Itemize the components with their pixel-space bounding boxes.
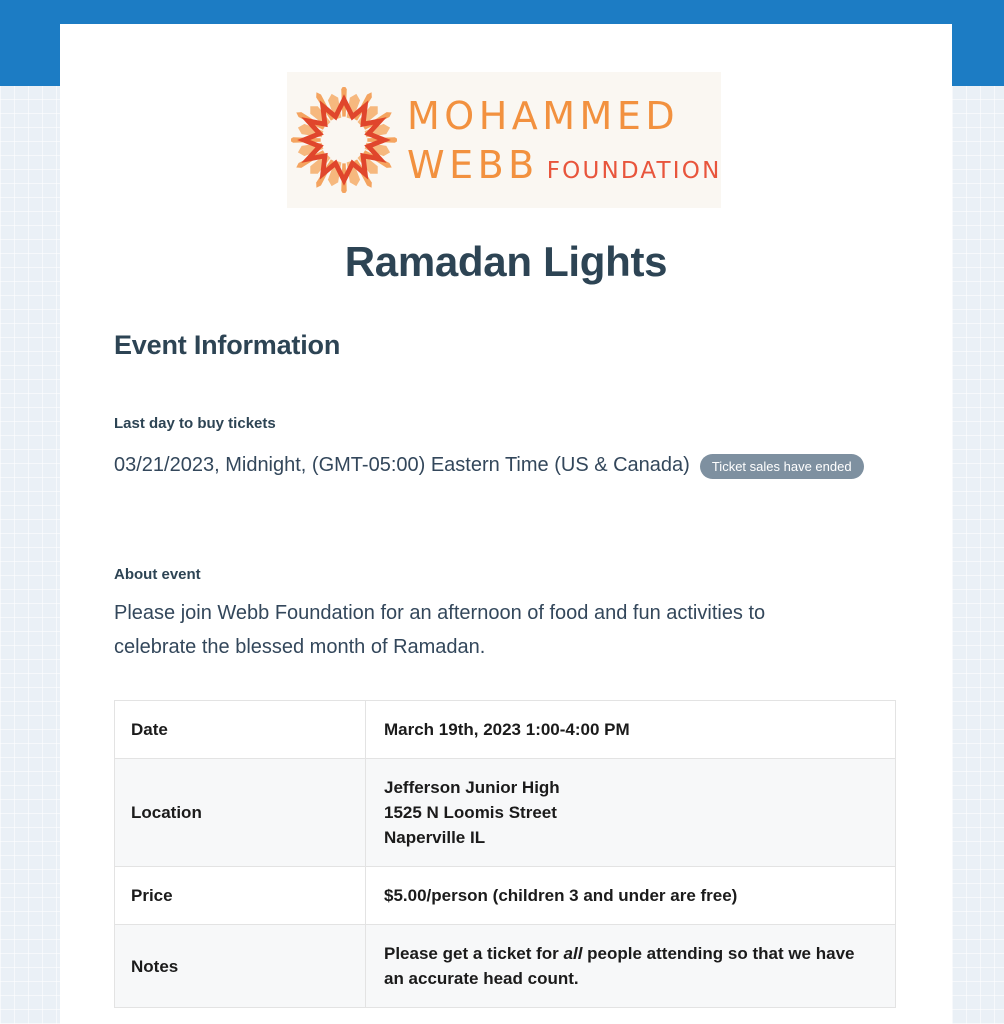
logo-word-webb: WEBB <box>407 142 539 187</box>
table-cell-label-price: Price <box>115 867 366 925</box>
table-row <box>115 701 896 759</box>
label-last-day-to-buy-tickets: Last day to buy tickets <box>114 415 276 432</box>
status-badge-ticket-sales-ended: Ticket sales have ended <box>700 454 864 479</box>
logo-word-foundation: FOUNDATION <box>546 157 722 184</box>
table-row <box>115 867 896 925</box>
logo-line-mohammed: MOHAMMED <box>407 93 680 138</box>
notes-text-before: Please get a ticket for <box>384 944 564 963</box>
event-content-card <box>60 24 952 1024</box>
table-cell-label-date: Date <box>115 701 366 759</box>
logo-wordmark <box>407 93 722 187</box>
table-row <box>115 759 896 867</box>
location-line-3: Naperville IL <box>384 828 486 847</box>
notes-emphasis: all <box>563 944 583 963</box>
label-about-event: About event <box>114 566 201 583</box>
last-day-datetime-text: 03/21/2023, Midnight, (GMT-05:00) Eastern Time (US & Canada) <box>114 454 690 476</box>
page-title: Ramadan Lights <box>344 238 668 285</box>
organization-logo <box>287 72 721 208</box>
table-cell-value-price: $5.00/person (children 3 and under are free) <box>366 867 896 925</box>
table-cell-value-location <box>366 759 896 867</box>
starburst-logo-icon <box>291 87 397 193</box>
table-cell-value-notes <box>366 925 896 1008</box>
location-line-1: Jefferson Junior High <box>384 778 560 797</box>
value-last-day-to-buy-tickets <box>114 446 914 484</box>
event-details-table <box>114 700 896 1008</box>
table-cell-label-notes: Notes <box>115 925 366 1008</box>
value-about-event: Please join Webb Foundation for an afternoon of food and fun activities to celebrate the blessed month of Ramadan. <box>114 602 766 658</box>
section-heading-event-information: Event Information <box>114 330 341 360</box>
logo-line-webb-foundation <box>407 142 722 187</box>
table-cell-label-location: Location <box>115 759 366 867</box>
notes-text-after: people attending so that we have an accurate head count. <box>384 944 855 988</box>
location-line-2: 1525 N Loomis Street <box>384 803 557 822</box>
table-row <box>115 925 896 1008</box>
table-cell-value-date: March 19th, 2023 1:00-4:00 PM <box>366 701 896 759</box>
